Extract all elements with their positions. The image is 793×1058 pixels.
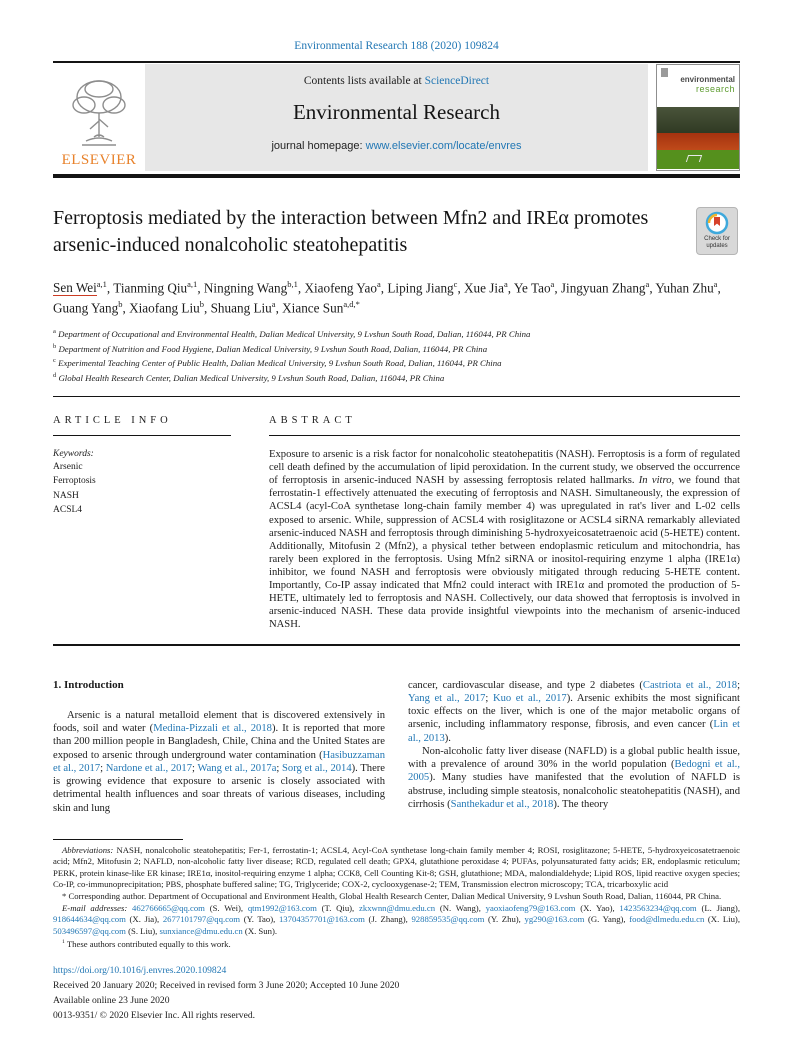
email-addresses-note <box>53 903 740 938</box>
text-segment: 1 <box>62 939 65 946</box>
author-affiliation-mark: a,1 <box>187 279 198 289</box>
author-name: Xiaofang Liu <box>129 300 200 316</box>
email-link[interactable]: 503496597@qq.com <box>53 925 126 936</box>
author-affiliation-mark: a <box>271 299 276 310</box>
intro-column-left <box>53 679 385 815</box>
email-link[interactable]: sunxiance@dmu.edu.cn <box>159 925 243 936</box>
citation-link[interactable]: Lin et al., 2013 <box>408 719 741 744</box>
text-segment: ). The theory <box>553 798 609 810</box>
journal-masthead <box>53 64 740 171</box>
text-segment: (L. Jiang), <box>696 902 740 913</box>
email-link[interactable]: yaoxiaofeng79@163.com <box>485 902 576 913</box>
text-segment: (X. Yao), <box>575 902 620 913</box>
text-segment: ; <box>192 762 198 774</box>
author-affiliation-mark: a <box>503 279 508 289</box>
article-info-heading: ARTICLE INFO <box>53 415 231 436</box>
citation-link[interactable]: Sorg et al., 2014 <box>282 762 352 774</box>
check-for-updates-badge[interactable] <box>696 207 738 255</box>
author-affiliation-mark: a,d,* <box>343 299 360 310</box>
journal-cover-header <box>657 65 739 107</box>
corresponding-author-note <box>53 891 740 903</box>
email-link[interactable]: zkxwnn@dmu.edu.cn <box>359 902 436 913</box>
elsevier-tree-icon <box>64 75 134 151</box>
text-segment: Abbreviations: <box>62 844 114 855</box>
affiliation-list <box>53 327 740 385</box>
received-dates: Received 20 January 2020; Received in revised form 3 June 2020; Accepted 10 June 2020 <box>53 979 400 991</box>
cover-photo-band-dark <box>657 107 739 133</box>
author-affiliation-mark: b,1 <box>287 279 298 289</box>
author-name: Ye Tao <box>513 280 551 296</box>
email-link[interactable]: food@dlmedu.edu.cn <box>629 914 705 925</box>
author-affiliation-mark: a <box>645 279 650 289</box>
text-segment: ; <box>100 762 106 774</box>
intro-column-right <box>408 679 740 815</box>
abstract-text <box>269 448 740 631</box>
crossmark-icon <box>705 211 729 235</box>
divider <box>53 174 740 178</box>
cover-logo-icon <box>661 68 668 77</box>
divider <box>53 396 740 398</box>
author-name[interactable]: Sen Wei <box>53 280 97 296</box>
text-segment: ). It is reported that more than 200 million people in Bangladesh, Chile, China and the United States are exposed to arsenic through underground water contamination ( <box>53 723 386 761</box>
citation-link[interactable]: Kuo et al., 2017 <box>492 693 567 705</box>
email-link[interactable]: qtm1992@163.com <box>247 902 317 913</box>
text-segment: (N. Wang), <box>435 902 486 913</box>
keyword: Ferroptosis <box>53 476 96 487</box>
author-affiliation-mark: c <box>453 279 458 289</box>
text-segment: ; <box>485 693 493 705</box>
citation-link[interactable]: Hasibuzzaman et al., 2017 <box>53 749 385 774</box>
author-name: Jingyuan Zhang <box>560 280 646 296</box>
author-name: Xue Jia <box>464 280 504 296</box>
intro-paragraph <box>408 679 740 745</box>
text-segment: ). Many studies have manifested that the evolution of NAFLD is abstruse, including simple steatosis, nonalcoholic steatohepatitis (NASH), and cirrhosis ( <box>408 772 740 810</box>
text-segment: In vitro <box>638 475 672 487</box>
keyword: NASH <box>53 490 79 501</box>
author-name: Yuhan Zhu <box>655 280 714 296</box>
contents-line <box>145 75 648 87</box>
text-segment: (Y. Zhu), <box>484 914 525 925</box>
author-affiliation-mark: a <box>550 279 555 289</box>
author-name: Liping Jiang <box>387 280 454 296</box>
equal-contribution-note <box>53 937 740 950</box>
text-segment: Arsenic is a natural metalloid element that is discovered extensively in foods, soil and water ( <box>53 710 385 735</box>
text-segment: (X. Sun). <box>242 925 278 936</box>
intro-paragraph <box>53 709 385 815</box>
citation-link[interactable]: Castriota et al., 2018 <box>642 679 738 691</box>
email-link[interactable]: 2677101797@qq.com <box>162 914 241 925</box>
cover-photo-band-red <box>657 133 739 150</box>
introduction-heading: 1. Introduction <box>53 678 124 691</box>
text-segment: (S. Liu), <box>125 925 160 936</box>
cover-title-line1: environmental <box>680 75 735 84</box>
citation-link[interactable]: Nardone et al., 2017 <box>105 762 193 774</box>
affiliation: $^a$ Department of Occupational and Environmental Health, Dalian Medical University, 9 Lvshun South Road, Dalian, 116044, PR China <box>53 328 531 340</box>
email-link[interactable]: 1423563234@qq.com <box>619 902 697 913</box>
footnote-divider <box>53 839 183 840</box>
cover-goal-shape <box>686 155 702 162</box>
abstract-heading: ABSTRACT <box>269 415 740 436</box>
affiliation: $^b$ Department of Nutrition and Food Hygiene, Dalian Medical University, 9 Lvshun South Road, Dalian, 116044, PR China <box>53 342 488 354</box>
issn-copyright: 0013-9351/ © 2020 Elsevier Inc. All rights reserved. <box>53 1009 256 1021</box>
keyword: Arsenic <box>53 462 83 473</box>
text-segment: ). Arsenic exhibits the most significant toxic effects on the liver, which is one of the major metabolic organs of arsenic, including inflammatory response, fibrosis, and even cancer ( <box>408 693 741 731</box>
text-segment: Exposure to arsenic is a risk factor for nonalcoholic steatohepatitis (NASH). Ferroptosis is a form of regulated cell death defined by the accumulation of lipid peroxidation. In the current study, we observed the occurrence of ferroptosis in arsenic-induced NASH by assessing ferroptosis related hallmarks. <box>269 449 740 487</box>
journal-header-box <box>145 64 648 171</box>
text-segment: * Corresponding author. Department of Occupational and Environment Health, Global Health Research Center, Dalian Medical University, 9 Lvshun South Road, Dalian, 116044, PR China. <box>62 891 722 902</box>
affiliation: $^c$ Experimental Teaching Center of Public Health, Dalian Medical University, 9 Lvshun South Road, Dalian, 116044, PR China <box>53 357 502 369</box>
text-segment: (X. Liu), <box>704 914 740 925</box>
abbreviations-note <box>53 845 740 891</box>
divider <box>53 61 740 63</box>
author-name: Tianming Qiu <box>113 280 188 296</box>
text-segment: cancer, cardiovascular disease, and type 2 diabetes ( <box>408 679 643 691</box>
keywords-label: Keywords: <box>53 449 94 460</box>
text-segment: ; <box>737 679 741 691</box>
email-link[interactable]: yg290@163.com <box>524 914 585 925</box>
email-link[interactable]: 918644634@qq.com <box>53 914 126 925</box>
author-name: Guang Yang <box>53 300 119 316</box>
author-name: Ningning Wang <box>203 280 288 296</box>
author-name: Xiance Sun <box>282 300 344 316</box>
affiliation: $^d$ Global Health Research Center, Dalian Medical University, 9 Lvshun South Road, Dalian, 116044, PR China <box>53 372 445 383</box>
email-link[interactable]: 462766665@qq.com <box>132 902 205 913</box>
text-segment: E-mail addresses: <box>62 902 133 913</box>
sciencedirect-link[interactable]: ScienceDirect <box>424 75 490 87</box>
citation-link[interactable]: Santhekadur et al., 2018 <box>450 798 554 810</box>
keyword: ACSL4 <box>53 504 83 515</box>
author-affiliation-mark: a,1 <box>96 279 107 289</box>
footnote-area <box>53 839 740 1024</box>
journal-citation: Environmental Research 188 (2020) 109824 <box>294 40 499 52</box>
text-segment: (G. Yang), <box>584 914 630 925</box>
author-affiliation-mark: b <box>199 299 204 310</box>
text-segment: Non-alcoholic fatty liver disease (NAFLD) is a global public health issue, with a prevalence of around 30% in the world population ( <box>408 745 740 771</box>
author-affiliation-mark: a <box>376 279 381 289</box>
journal-title: Environmental Research <box>292 100 500 124</box>
journal-cover-thumbnail[interactable] <box>656 64 740 171</box>
homepage-url-link[interactable]: www.elsevier.com/locate/envres <box>365 140 522 152</box>
available-online: Available online 23 June 2020 <box>53 994 170 1006</box>
text-segment: ). <box>444 732 451 744</box>
citation-link[interactable]: Medina-Pizzali et al., 2018 <box>153 723 272 735</box>
text-segment: (S. Wei), <box>204 902 248 913</box>
check-for-updates-label: Check for updates <box>704 236 730 250</box>
author-list: Sen Wei$^{a,1}$, Tianming Qiu$^{a,1}$, Ningning Wang$^{b,1}$, Xiaofeng Yao$^a$, Liping Jiang$^c$, Xue Jia$^a$, Ye Tao$^a$, Jingyuan Zhang$^a$, Yuhan Zhu$^a$, Guang Yang$^b$, Xiaofang Liu$^b$, Shuang Liu$^a$, Xiance Sun$^{a,d,*}$ <box>53 279 721 316</box>
homepage-label: journal homepage: <box>271 140 366 152</box>
author-name: Xiaofeng Yao <box>304 280 377 296</box>
elsevier-logo[interactable] <box>53 64 145 171</box>
elsevier-wordmark: ELSEVIER <box>61 152 137 168</box>
author-affiliation-mark: a <box>713 279 718 289</box>
text-segment: (T. Qiu), <box>316 902 359 913</box>
article-title: Ferroptosis mediated by the interaction between Mfn2 and IREα promotes arsenic-induced nonalcoholic steatohepatitis <box>53 207 649 256</box>
keywords-list <box>53 460 231 517</box>
doi-link[interactable]: https://doi.org/10.1016/j.envres.2020.109824 <box>53 964 227 976</box>
citation-link[interactable]: Yang et al., 2017 <box>408 693 486 705</box>
cover-photo-band-green <box>657 150 739 169</box>
text-segment: (X. Jia), <box>125 914 163 925</box>
divider <box>53 644 740 646</box>
email-link[interactable]: 13704357701@163.com <box>278 914 365 925</box>
author-name: Shuang Liu <box>210 300 272 316</box>
text-segment: ). There is growing evidence that exposure to arsenic is closely associated with detrimental health influences and soar threats of various diseases, including skin and lung <box>53 762 386 814</box>
homepage-line <box>145 140 648 152</box>
cover-title-line2: research <box>695 84 735 94</box>
email-link[interactable]: 928859535@qq.com <box>411 914 485 925</box>
text-segment: (Y. Tao), <box>240 914 279 925</box>
text-segment: , we found that ferrostatin-1 effectively attenuated the executing of ferroptosis and NASH. Simultaneously, the expression of ACSL4 (acyl-CoA synthetase long-chain family member 4) was upregulated in rat's liver and L-02 cells exposed to arsenic. While, suppression of ACSL4 with rosiglitazone or ACSL4 siRNA remarkably alleviated arsenic-induced NASH and ferroptosis through diminishing 5-hydroxyeicosatetraenoic acid (5-HETE) content. Additionally, Mitofusin 2 (Mfn2), a physical tether between endoplasmic reticulum and mitochondria, has rarely been explored in the ferroptosis. Using Mfn2 siRNA or inositol-requiring enzyme 1 alpha (IRE1α) inhibitor, we found NASH and ferroptosis were obviously mitigated through reducing 5-HETE content. Importantly, Co-IP assay indicated that Mfn2 could interact with IRE1α and promoted the production of 5-HETE, ultimately led to ferroptosis and NASH. Collectively, our data showed that ferroptosis is involved in arsenic-induced NASH. These data provide insightful viewpoints into the mechanism of arsenic-induced NASH. <box>269 475 740 631</box>
text-segment: NASH, nonalcoholic steatohepatitis; Fer-1, ferrostatin-1; ACSL4, Acyl-CoA synthetase long-chain family member 4; ROSI, rosiglitazone; 5-HETE, 5-hydroxyeicosatetraenoic acid; Mfn2, Mitofusin 2; NAFLD, non-alcoholic fatty liver disease; RCD, regulated cell death; GPX4, glutathione peroxidase 4; PUFAs, polyunsaturated fatty acids; ER, endoplasmic reticulum; PERK, protein kinase-like ER kinase; IRE1α, inositol-requiring enzyme 1 alpha; CCK8, Cell Counting Kit-8; GSH, glutathione; MDA, malondialdehyde; Lipid ROS, lipid reactive oxygen species; Co-IP, co-immunoprecipitation; PBS, phosphate buffered saline; TG, Triglyceride; COX-2, cyclooxygenase-2; TEM, Transmission electron microscopy; TCA, tricarboxylic acid <box>53 844 740 890</box>
text-segment: ; <box>276 762 283 774</box>
text-segment: (J. Zhang), <box>364 914 412 925</box>
citation-link[interactable]: Wang et al., 2017a <box>197 762 277 774</box>
intro-paragraph <box>408 745 740 811</box>
author-affiliation-mark: b <box>118 299 123 310</box>
citation-link[interactable]: Bedogni et al., 2005 <box>408 759 740 784</box>
text-segment: These authors contributed equally to this work. <box>64 939 231 950</box>
contents-prefix: Contents lists available at <box>303 75 425 87</box>
